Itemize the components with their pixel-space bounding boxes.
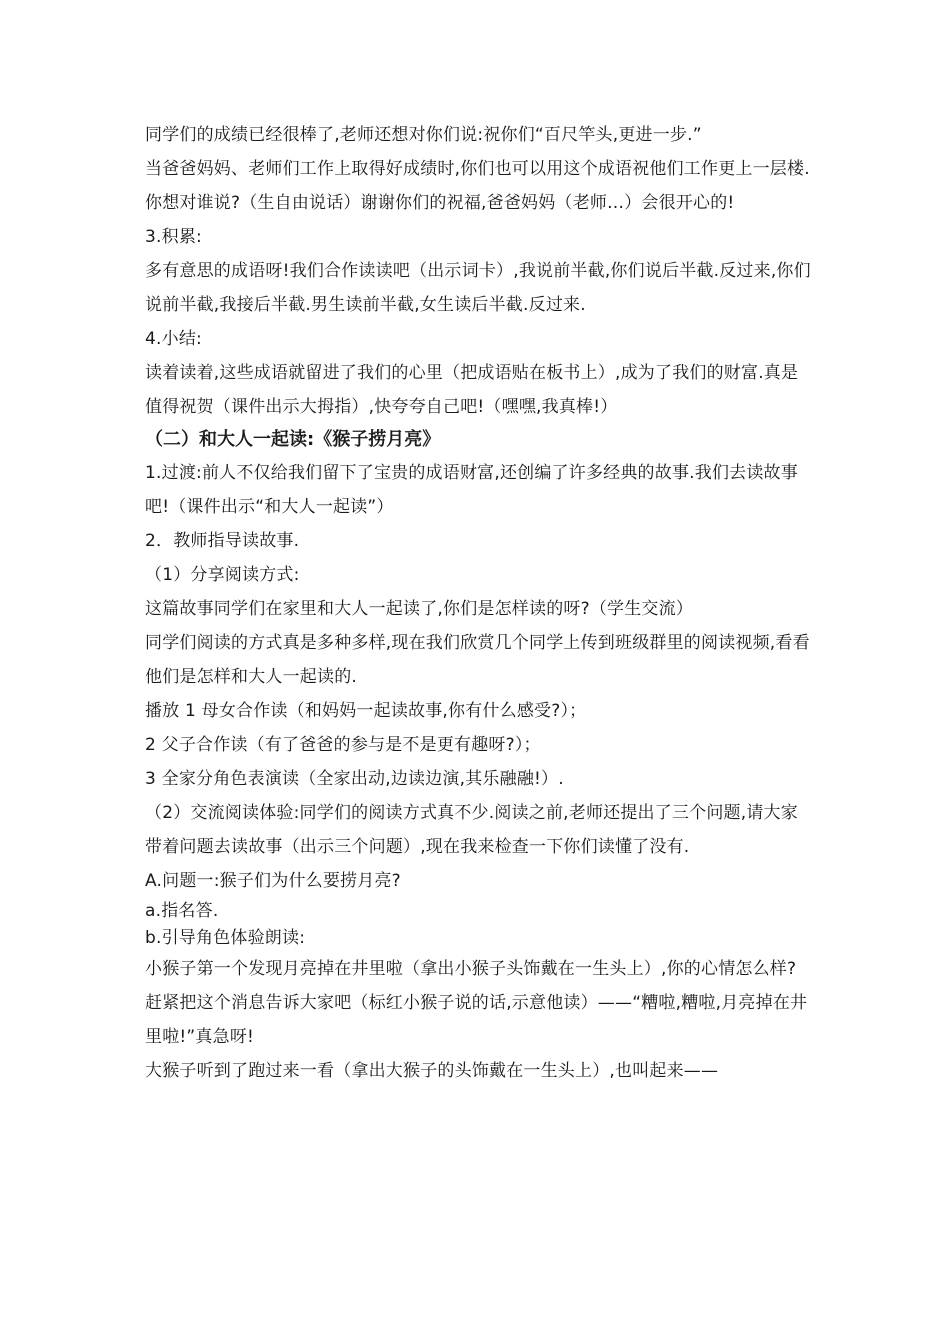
paragraph: （2）交流阅读体验:同学们的阅读方式真不少.阅读之前,老师还提出了三个问题,请大家带着问题去读故事（出示三个问题）,现在我来检查一下你们读懂了没有. xyxy=(145,803,798,857)
list-item: b.引导角色体验朗读: xyxy=(145,928,306,948)
paragraph: 多有意思的成语呀!我们合作读读吧（出示词卡）,我说前半截,你们说后半截.反过来,你们说前半截,我接后半截.男生读前半截,女生读后半截.反过来. xyxy=(145,261,811,315)
paragraph: 当爸爸妈妈、老师们工作上取得好成绩时,你们也可以用这个成语祝他们工作更上一层楼.你想对谁说?（生自由说话）谢谢你们的祝福,爸爸妈妈（老师…）会很开心的! xyxy=(145,159,810,213)
section-label: 3.积累: xyxy=(145,227,202,247)
paragraph: 小猴子第一个发现月亮掉在井里啦（拿出小猴子头饰戴在一生头上）,你的心情怎么样?赶紧把这个消息告诉大家吧（标红小猴子说的话,示意他读）——“糟啦,糟啦,月亮掉在井里啦!”真急呀! xyxy=(145,959,808,1047)
paragraph: 这篇故事同学们在家里和大人一起读了,你们是怎样读的呀?（学生交流） xyxy=(145,599,694,619)
section-heading: （二）和大人一起读:《猴子捞月亮》 xyxy=(145,429,441,450)
paragraph: 3 全家分角色表演读（全家出动,边读边演,其乐融融!）. xyxy=(145,769,564,789)
paragraph: 2 父子合作读（有了爸爸的参与是不是更有趣呀?）； xyxy=(145,735,541,755)
paragraph: 同学们的成绩已经很棒了,老师还想对你们说:祝你们“百尺竿头,更进一步.” xyxy=(145,125,702,145)
section-label: 2．教师指导读故事. xyxy=(145,531,300,551)
paragraph: 1.过渡:前人不仅给我们留下了宝贵的成语财富,还创编了许多经典的故事.我们去读故事吧!（课件出示“和大人一起读”） xyxy=(145,463,798,517)
paragraph: 大猴子听到了跑过来一看（拿出大猴子的头饰戴在一生头上）,也叫起来—— xyxy=(145,1061,719,1081)
document-body xyxy=(145,118,813,1088)
question: A.问题一:猴子们为什么要捞月亮? xyxy=(145,871,401,891)
paragraph: 同学们阅读的方式真是多种多样,现在我们欣赏几个同学上传到班级群里的阅读视频,看看他们是怎样和大人一起读的. xyxy=(145,633,810,687)
section-label: （1）分享阅读方式: xyxy=(145,565,300,585)
paragraph: 播放 1 母女合作读（和妈妈一起读故事,你有什么感受?）； xyxy=(145,701,587,721)
list-item: a.指名答. xyxy=(145,901,219,921)
paragraph: 读着读着,这些成语就留进了我们的心里（把成语贴在板书上）,成为了我们的财富.真是值得祝贺（课件出示大拇指）,快夸夸自己吧!（嘿嘿,我真棒!） xyxy=(145,363,799,417)
section-label: 4.小结: xyxy=(145,329,202,349)
